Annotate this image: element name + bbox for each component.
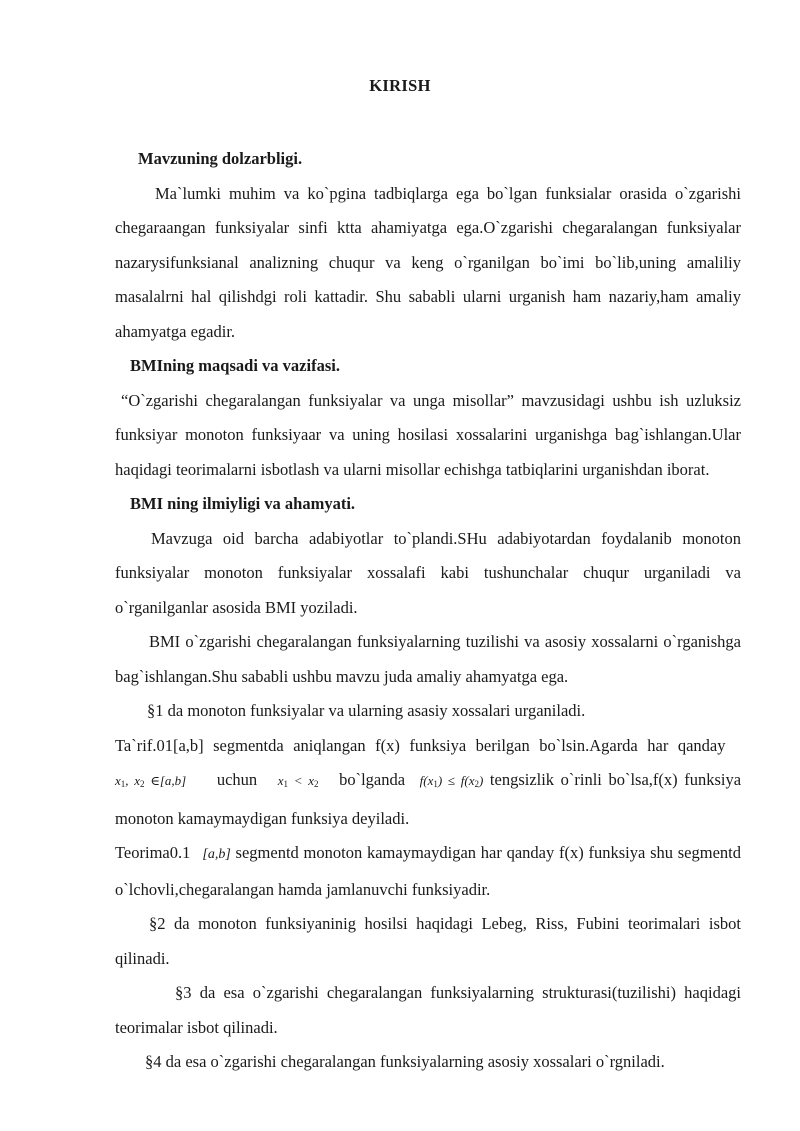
formula-f-inequality: $f(x_1) \le f(x_2)$ — [419, 773, 484, 789]
paragraph-relevance: Ma`lumki muhim va ko`pgina tadbiqlarga ega bo`lgan funksialar orasida o`zgarishi chegaraangan funksiyalar sinfi ktta ahamiyatga ega.O`zgarishi chegaralangan funksiyalar nazarysifunksianal analizning chuqur va keng o`rganilgan bo`imi bo`lib,uning amaliliy masalalrni hal qilishdgi roli kattadir. Shu sababli ularni urganish ham nazariy,ham amaliy ahamyatga egadir. — [115, 183, 741, 341]
theorem-text: segmentd monoton kamaymaydigan har qanday f(x) funksiya shu segmentd o`lchovli,chegaralangan hamda jamlanuvchi funksiyadir. — [115, 843, 741, 899]
paragraph-literature: Mavzuga oid barcha adabiyotlar to`plandi.SHu adabiyotardan foydalanib monoton funksiyalar monoton funksiyalar xossalafi kabi tushunchalar chuqur urganiladi va o`rganilganlar asosida BMI yoziladi. — [115, 528, 741, 617]
document-body — [115, 142, 741, 1080]
paragraph-section1: §1 da monoton funksiyalar va ularning asasiy xossalari urganiladi. — [147, 701, 586, 720]
paragraph-section4: §4 da esa o`zgarishi chegaralangan funksiyalarning asosiy xossalari o`rgniladi. — [145, 1052, 665, 1071]
paragraph-section3: §3 da esa o`zgarishi chegaralangan funksiyalarning strukturasi(tuzilishi) haqidagi teorimalar isbot qilinadi. — [115, 983, 741, 1037]
definition-uchun: uchun — [216, 770, 258, 789]
formula-x1-less-x2: $x_1 < x_2$ — [277, 773, 319, 789]
formula-x1-x2-in-ab: $x_1$, $x_2$ ∈[a,b] — [115, 773, 187, 789]
formula-segment-ab: [a,b] — [202, 847, 231, 862]
heading-relevance: Mavzuning dolzarbligi. — [138, 149, 303, 168]
heading-significance: BMI ning ilmiyligi va ahamyati. — [130, 494, 356, 513]
definition-tail: tengsizlik o`rinli bo`lsa,f(x) funksiya monoton kamaymaydigan funksiya deyiladi. — [115, 770, 742, 828]
paragraph-section2: §2 da monoton funksiyaninig hosilsi haqidagi Lebeg, Riss, Fubini teorimalari isbot qilinadi. — [115, 914, 741, 968]
theorem-lead: Teorima0.1 — [115, 843, 191, 862]
definition-bolganda: bo`lganda — [339, 770, 406, 789]
paragraph-goal: “O`zgarishi chegaralangan funksiyalar va unga misollar” mavzusidagi ushbu ish uzluksiz funksiyar monoton funksiyaar va uning hosilasi xossalarini urganishga bag`ishlangan.Ular haqidagi teorimalarni isbotlash va ularni misollar echishga tatbiqlarini urganishdan iborat. — [115, 390, 741, 479]
definition-lead: Ta`rif.01[a,b] segmentda aniqlangan f(x) funksiya berilgan bo`lsin.Agarda har qanday — [115, 735, 726, 755]
page-title: KIRISH — [369, 76, 431, 95]
paragraph-structure: BMI o`zgarishi chegaralangan funksiyalarning tuzilishi va asosiy xossalarni o`rganishga bag`ishlangan.Shu sababli ushbu mavzu juda amaliy ahamyatga ega. — [115, 632, 741, 686]
heading-goal: BMIning maqsadi va vazifasi. — [130, 356, 340, 375]
paragraph-definition — [115, 729, 741, 837]
paragraph-theorem — [115, 836, 741, 907]
